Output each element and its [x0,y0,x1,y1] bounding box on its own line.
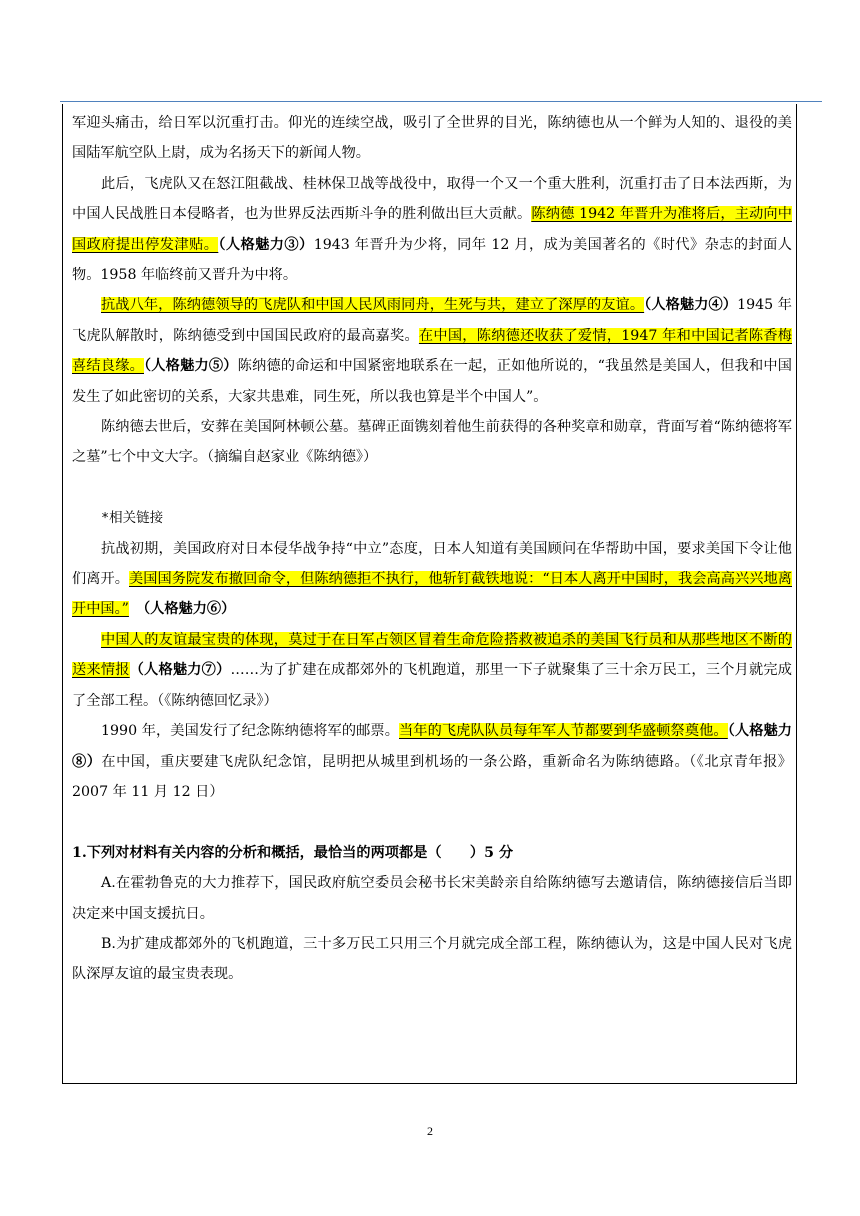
related-link-heading: *相关链接 [101,510,164,527]
highlighted-text: 陈纳德 1942 年晋升为准将后，主动向中国政府提出停发津贴。 [72,206,792,253]
text-run: 此后，飞虎队又在怒江阻截战、桂林保卫战等战役中，取得一个又一个重大胜利，沉重打击了日本法西斯，为中国人民战胜日本侵略者，也为世界反法西斯斗争的胜利做出巨大贡献。 [72,175,792,223]
highlighted-text: 抗战八年，陈纳德领导的飞虎队和中国人民风雨同舟，生死与共，建立了深厚的友谊。 [101,297,645,314]
para-2 [72,169,792,291]
option-a [72,868,792,929]
section-heading-related [72,503,792,533]
question-1 [72,838,792,868]
highlighted-text: 在中国，陈纳德还收获了爱情，1947 年和中国记者陈香梅喜结良缘。 [72,327,792,375]
para-6 [72,534,792,625]
text-run: 军迎头痛击，给日军以沉重打击。仰光的连续空战，吸引了全世界的目光，陈纳德也从一个鲜为人知的、退役的美国陆军航空队上尉，成为名扬天下的新闻人物。 [72,115,792,162]
annotation-label: （人格魅力⑧） [72,723,792,770]
annotation-label: （人格魅力⑤） [143,358,238,375]
highlighted-text: 中国人的友谊最宝贵的体现，莫过于在日军占领区冒着生命危险搭救被追杀的美国飞行员和从那些地区不断的送来情报 [72,631,792,679]
option-text: A.在霍勃鲁克的大力推荐下，国民政府航空委员会秘书长宋美龄亲自给陈纳德写去邀请信，陈纳德接信后当即决定来中国支援抗日。 [72,875,792,922]
text-run: 1990 年，美国发行了纪念陈纳德将军的邮票。 [101,723,399,740]
document-body [72,108,792,990]
text-run: 陈纳德的命运和中国紧密地联系在一起，正如他所说的，“我虽然是美国人，但我和中国发生了如此密切的关系，大家共患难，同生死，所以我也算是半个中国人”。 [72,358,792,405]
text-run: ……为了扩建在成都郊外的飞机跑道，那里一下子就聚集了三十余万民工，三个月就完成了全部工程。（《陈纳德回忆录》） [72,662,792,709]
annotation-label: （人格魅力⑥） [128,601,236,618]
text-run: 抗战初期，美国政府对日本侵华战争持“中立”态度，日本人知道有美国顾问在华帮助中国，要求美国下令让他们离开。 [72,540,792,588]
para-4 [72,412,792,473]
blank-line [72,807,792,837]
para-7 [72,625,792,716]
text-run: 1945 年飞虎队解散时，陈纳德受到中国国民政府的最高嘉奖。 [72,297,792,344]
option-b [72,929,792,990]
para-8 [72,716,792,807]
blank-line [72,473,792,503]
para-1 [72,108,792,169]
para-3 [72,290,792,412]
highlighted-text: 当年的飞虎队队员每年军人节都要到华盛顿祭奠他。 [399,723,728,740]
text-run: 1943 年晋升为少将，同年 12 月，成为美国著名的《时代》杂志的封面人物。1958 年临终前又晋升为中将。 [72,236,792,284]
text-run: 陈纳德去世后，安葬在美国阿林顿公墓。墓碑正面镌刻着他生前获得的各种奖章和勋章，背面写着“陈纳德将军之墓”七个中文大字。（摘编自赵家业《陈纳德》） [72,419,792,466]
highlighted-text: 美国国务院发布撤回命令，但陈纳德拒不执行，他斩钉截铁地说：“日本人离开中国时，我会高高兴兴地离开中国。” [72,571,792,618]
header-rule [60,101,822,102]
annotation-label: （人格魅力③） [218,236,314,253]
page-number: 2 [427,1124,433,1138]
text-run: 在中国，重庆要建飞虎队纪念馆，昆明把从城里到机场的一条公路，重新命名为陈纳德路。（《北京青年报》2007 年 11 月 12 日） [72,753,792,800]
question-stem: 1.下列对材料有关内容的分析和概括，最恰当的两项都是（ ）5 分 [72,844,514,861]
option-text: B.为扩建成都郊外的飞机跑道，三十多万民工只用三个月就完成全部工程，陈纳德认为，这是中国人民对飞虎队深厚友谊的最宝贵表现。 [72,935,792,983]
annotation-label: （人格魅力⑦） [129,662,231,679]
annotation-label: （人格魅力④） [644,297,738,314]
